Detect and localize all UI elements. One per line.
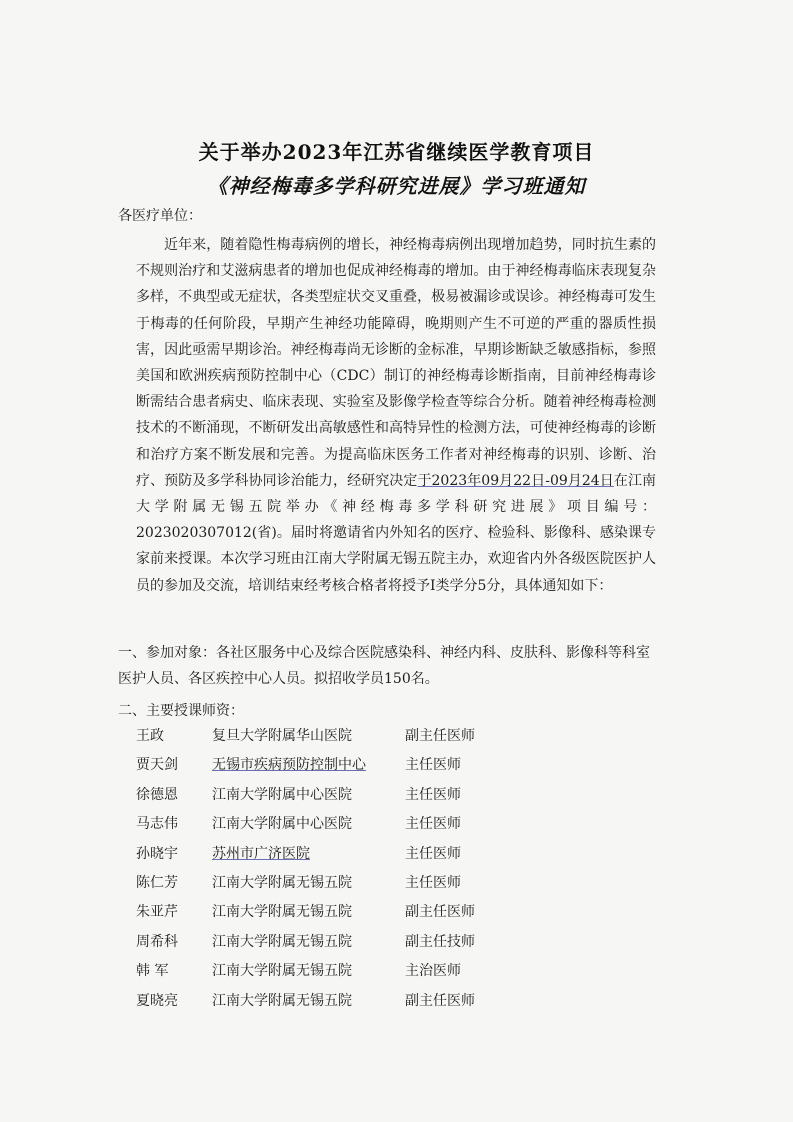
section-participants: 一、参加对象：各社区服务中心及综合医院感染科、神经内科、皮肤科、影像科等科室医护人员、各区疾控中心人员。拟招收学员150名。	[118, 645, 650, 688]
event-date-range: 于2023年09月22日-09月24日	[417, 472, 614, 489]
teacher-title: 主任医师	[405, 816, 461, 833]
teacher-org: 江南大学附属无锡五院	[212, 992, 352, 1009]
teacher-name: 朱亚芹	[136, 904, 178, 921]
section-teachers-heading: 二、主要授课师资：	[118, 703, 244, 719]
teacher-name: 孙晓宇	[136, 845, 178, 862]
teacher-org: 江南大学附属中心医院	[212, 816, 352, 833]
teacher-name: 王政	[136, 728, 164, 744]
teacher-title: 副主任医师	[405, 728, 475, 744]
body-text-before-date: 近年来，随着隐性梅毒病例的增长，神经梅毒病例出现增加趋势，同时抗生素的不规则治疗和艾滋病患者的增加也促成神经梅毒的增加。由于神经梅毒临床表现复杂多样，不典型或无症状，各类型症状交叉重叠，极易被漏诊或误诊。神经梅毒可发生于梅毒的任何阶段，早期产生神经功能障碍，晚期则产生不可逆的严重的器质性损害，因此亟需早期诊治。神经梅毒尚无诊断的金标准，早期诊断缺乏敏感指标，参照美国和欧洲疾病预防控制中心（CDC）制订的神经梅毒诊断指南，目前神经梅毒诊断需结合患者病史、临床表现、实验室及影像学检查等综合分析。随着神经梅毒检测技术的不断涌现，不断研发出高敏感性和高特异性的检测方法，可使神经梅毒的诊断和治疗方案不断发展和完善。为提高临床医务工作者对神经梅毒的识别、诊断、治疗、预防及多学科协同诊治能力，经研究决定	[136, 237, 656, 489]
salutation: 各医疗单位：	[118, 208, 202, 224]
teacher-org: 江南大学附属无锡五院	[212, 963, 352, 980]
teacher-org: 江南大学附属无锡五院	[212, 904, 352, 921]
teacher-title: 主任医师	[405, 757, 461, 774]
teacher-title: 副主任医师	[405, 904, 475, 921]
teacher-org: 江南大学附属无锡五院	[212, 874, 352, 891]
teacher-title: 主任医师	[405, 845, 461, 862]
teacher-title: 主治医师	[405, 963, 461, 980]
teacher-name: 周希科	[136, 933, 178, 950]
teacher-title: 副主任技师	[405, 933, 475, 950]
teacher-name: 陈仁芳	[136, 874, 178, 891]
teacher-name: 贾天剑	[136, 757, 178, 774]
body-text-after-date: 在江南大学附属无锡五院举办《神经梅毒多学科研究进展》项目编号：2023020307012(省)。届时将邀请省内外知名的医疗、检验科、影像科、感染课专家前来授课。本次学习班由江南大学附属无锡五院主办，欢迎省内外各级医院医护人员的参加及交流，培训结束经考核合格者将授予Ⅰ类学分5分，具体通知如下：	[136, 472, 657, 594]
teacher-name: 马志伟	[136, 816, 178, 833]
body-paragraph	[136, 232, 656, 599]
teacher-name: 夏晓亮	[136, 992, 178, 1009]
title-line-2: 《神经梅毒多学科研究进展》学习班通知	[207, 174, 586, 198]
teacher-name: 徐德恩	[136, 786, 178, 803]
teacher-title: 主任医师	[405, 874, 461, 891]
teacher-org: 复旦大学附属华山医院	[212, 728, 352, 744]
teacher-org: 江南大学附属无锡五院	[212, 933, 352, 950]
teacher-org: 江南大学附属中心医院	[212, 786, 352, 803]
teacher-org: 无锡市疾病预防控制中心	[212, 757, 366, 774]
teacher-title: 主任医师	[405, 786, 461, 803]
teacher-title: 副主任医师	[405, 992, 475, 1009]
teacher-name: 韩 军	[136, 963, 169, 980]
title-line-1: 关于举办2023年江苏省继续医学教育项目	[198, 140, 595, 164]
teacher-org: 苏州市广济医院	[212, 845, 310, 862]
